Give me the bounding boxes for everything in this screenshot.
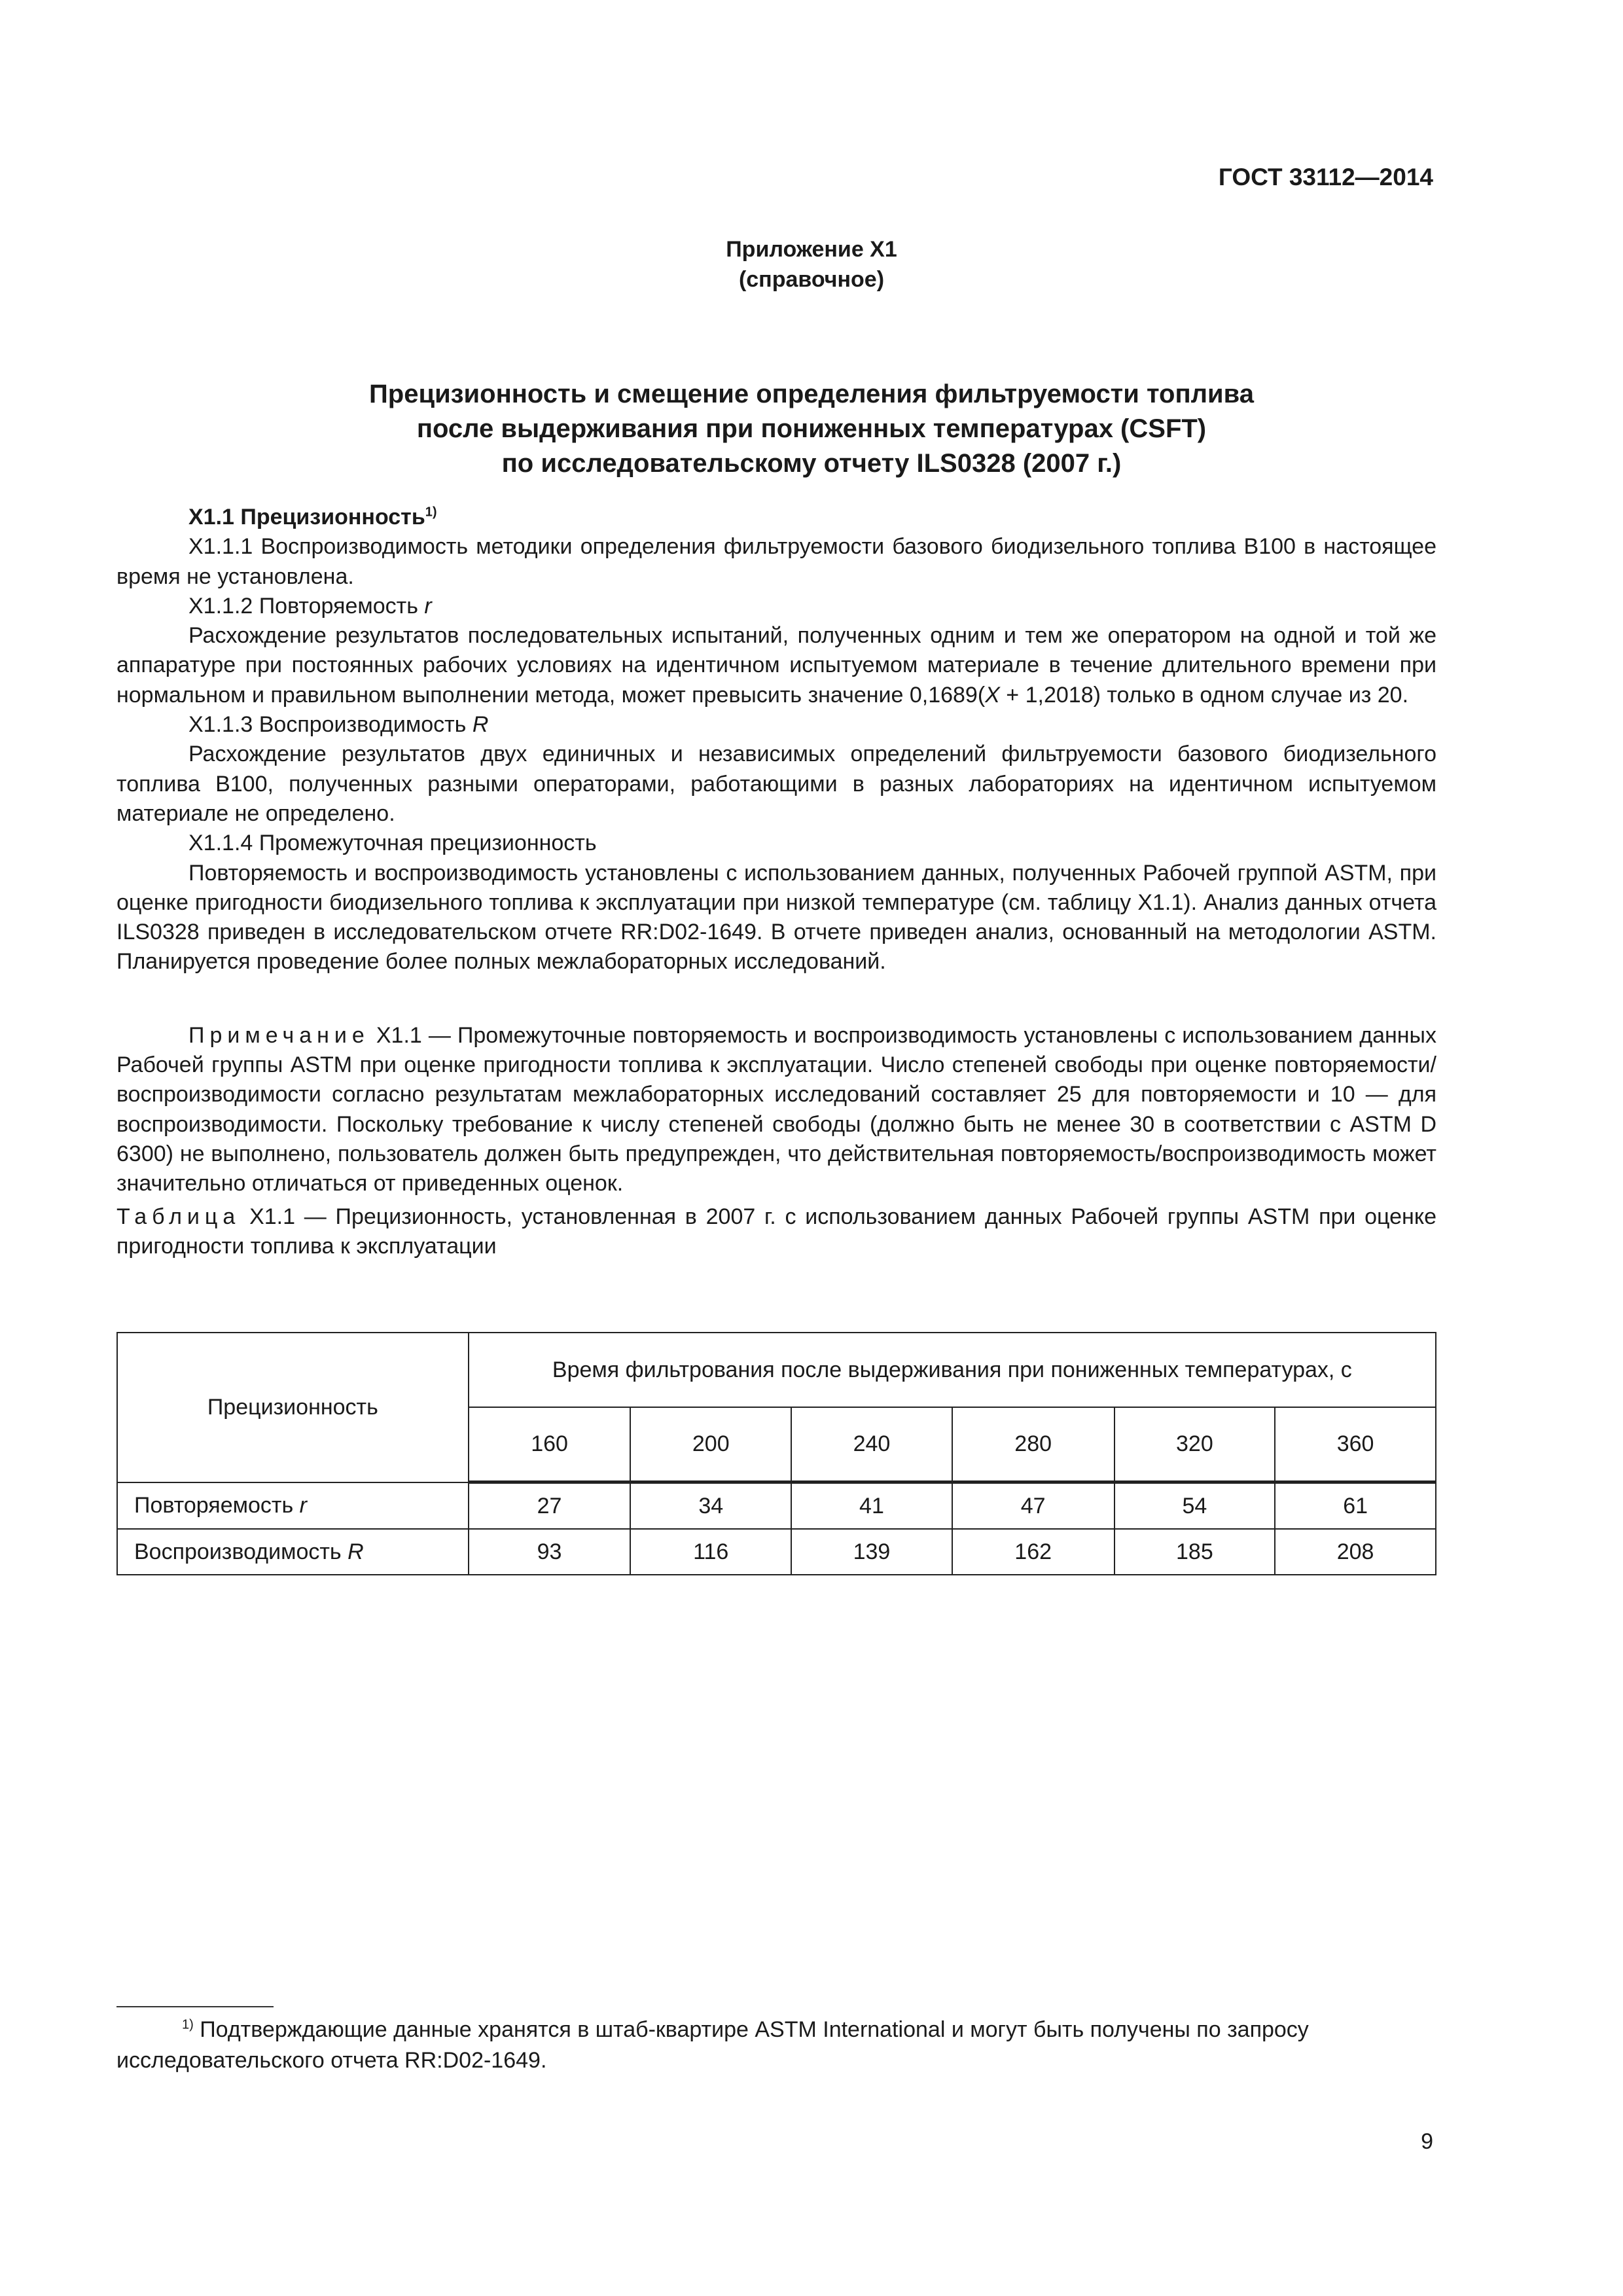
- clause-x1-1-2-text: [116, 621, 1436, 710]
- annex-heading: [0, 234, 1623, 295]
- table-row: [117, 1529, 1436, 1575]
- clause-x1-1-2-text-b: + 1,2018) только в одном случае из 20.: [999, 682, 1409, 708]
- column-header: 200: [630, 1407, 791, 1482]
- title-line-3: по исследовательскому отчету ILS0328 (2007 г.): [501, 449, 1122, 478]
- note-x1-1: [116, 1021, 1436, 1199]
- row-symbol: R: [348, 1539, 364, 1564]
- footnote-ref: 1): [425, 505, 437, 520]
- annex-kind: (справочное): [738, 267, 885, 292]
- table-cell: 54: [1115, 1482, 1275, 1530]
- table-caption: [116, 1202, 1436, 1262]
- footnote: [116, 2015, 1436, 2076]
- row-label-text: Воспроизводимость: [134, 1539, 348, 1564]
- clause-x1-1-2-heading: [116, 592, 1436, 621]
- table-cell: 93: [469, 1529, 631, 1575]
- footnote-divider: [116, 2006, 274, 2007]
- section-x1-1-heading: [116, 503, 1436, 532]
- table-cell: 208: [1275, 1529, 1436, 1575]
- clause-x1-1-4-text: Повторяемость и воспроизводимость установлены с использованием данных, полученных Рабочей группой ASTM, при оценке пригодности биодизельного топлива к эксплуатации при низкой температуре (см. таблицу X1.1). Анализ данных отчета ILS0328 приведен в исследовательском отчете RR:D02-1649. В отчете приведен анализ, основанный на методологии ASTM. Планируется проведение более полных межлабораторных исследований.: [116, 860, 1436, 975]
- footnote-marker: 1): [182, 2017, 194, 2032]
- column-header: 280: [952, 1407, 1115, 1482]
- clause-x1-1-1: X1.1.1 Воспроизводимость методики определения фильтруемости базового биодизельного топлива B100 в настоящее время не установлена.: [116, 534, 1436, 589]
- table-cell: 162: [952, 1529, 1115, 1575]
- symbol-R: R: [472, 712, 489, 738]
- annex-title: [0, 377, 1623, 481]
- section-x1-1-heading-text: X1.1 Прецизионность: [188, 505, 425, 529]
- note-label: Примечание: [188, 1022, 370, 1048]
- row-symbol: r: [299, 1492, 307, 1518]
- column-header: 160: [469, 1407, 631, 1482]
- precision-table: [116, 1332, 1436, 1575]
- clause-x1-1-3-heading: [116, 710, 1436, 740]
- clause-x1-1-3-text: Расхождение результатов двух единичных и независимых определений фильтруемости базового биодизельного топлива B100, полученных разными операторами, работающими в разных лабораториях на идентичном испытуемом материале не определено.: [116, 742, 1436, 826]
- note-text: X1.1 — Промежуточные повторяемость и воспроизводимость установлены с использованием данных Рабочей группы ASTM при оценке пригодности топлива к эксплуатации. Число степеней свободы при оценке повторяемости/воспроизводимости согласно результатам межлабораторных исследований составляет 25 для повторяемости и 10 — для воспроизводимости. Поскольку требование к числу степеней свободы (должно быть не менее 30 в соответствии с ASTM D 6300) не выполнено, пользователь должен быть предупрежден, что действительная повторяемость/воспроизводимость может значительно отличаться от приведенных оценок.: [116, 1022, 1436, 1196]
- table-cell: 47: [952, 1482, 1115, 1530]
- document-body: [116, 503, 1436, 1261]
- group-header-cell: Время фильтрования после выдерживания при пониженных температурах, с: [469, 1333, 1436, 1407]
- title-line-2: после выдерживания при пониженных температурах (CSFT): [416, 414, 1207, 443]
- symbol-x: X: [985, 682, 1000, 708]
- column-header: 320: [1115, 1407, 1275, 1482]
- row-label: [117, 1482, 469, 1530]
- page-number: 9: [1421, 2129, 1433, 2154]
- table-caption-label: Таблица: [116, 1204, 241, 1229]
- annex-label: Приложение X1: [726, 237, 897, 262]
- table-cell: 41: [791, 1482, 952, 1530]
- table-caption-text: X1.1 — Прецизионность, установленная в 2007 г. с использованием данных Рабочей группы ASTM при оценке пригодности топлива к эксплуатации: [116, 1204, 1436, 1259]
- clause-x1-1-4-heading: X1.1.4 Промежуточная прецизионность: [188, 831, 597, 856]
- clause-x1-1-2-text-a: Расхождение результатов последовательных испытаний, полученных одним и тем же оператором на одной и той же аппаратуре при постоянных рабочих условиях на идентичном испытуемом материале в течение длительного времени при нормальном и правильном выполнении метода, может превысить значение 0,1689(: [116, 623, 1436, 708]
- table-cell: 139: [791, 1529, 952, 1575]
- clause-x1-1-2-heading-text: X1.1.2 Повторяемость: [188, 593, 425, 619]
- row-label: [117, 1529, 469, 1575]
- row-header-cell: Прецизионность: [117, 1333, 469, 1482]
- column-header: 240: [791, 1407, 952, 1482]
- column-header: 360: [1275, 1407, 1436, 1482]
- symbol-r: r: [424, 593, 432, 619]
- row-label-text: Повторяемость: [134, 1492, 300, 1518]
- table-cell: 27: [469, 1482, 631, 1530]
- table-cell: 116: [630, 1529, 791, 1575]
- footnote-text-line: [116, 2015, 1436, 2076]
- table-cell: 185: [1115, 1529, 1275, 1575]
- title-line-1: Прецизионность и смещение определения фильтруемости топлива: [369, 380, 1254, 408]
- table-cell: 34: [630, 1482, 791, 1530]
- standard-number: ГОСТ 33112—2014: [1218, 164, 1433, 190]
- clause-x1-1-3-heading-text: X1.1.3 Воспроизводимость: [188, 712, 473, 738]
- table-cell: 61: [1275, 1482, 1436, 1530]
- table-row: [117, 1482, 1436, 1530]
- footnote-text: Подтверждающие данные хранятся в штаб-квартире ASTM International и могут быть получены по запросу исследовательского отчета RR:D02-1649.: [116, 2017, 1309, 2073]
